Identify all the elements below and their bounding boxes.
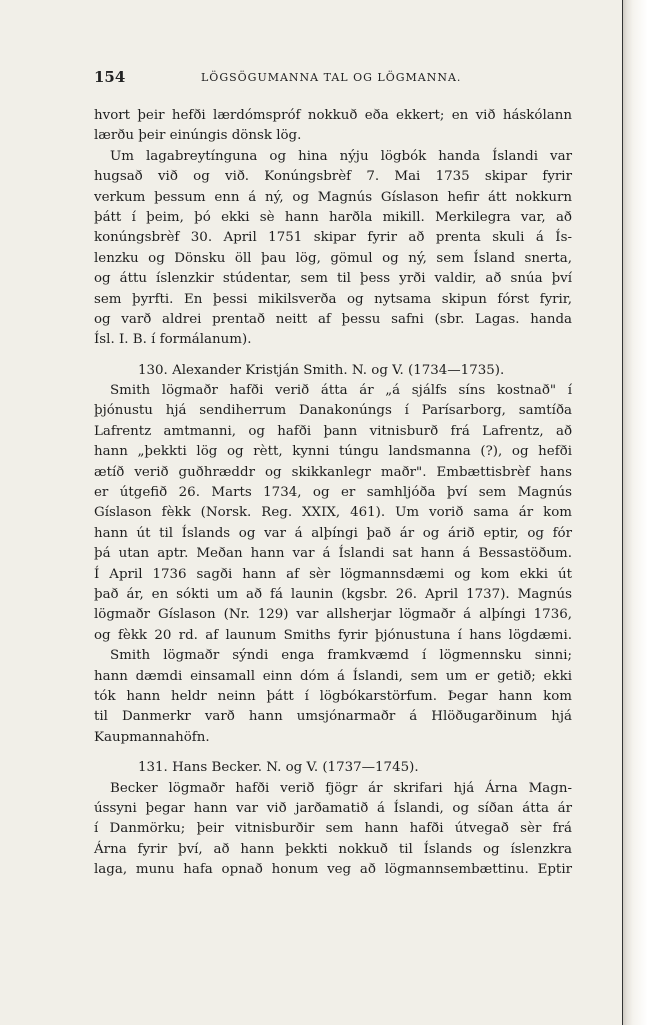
text-line: hann út til Íslands og var á alþíngi það ár og árið eptir, og fór [94,525,572,541]
text-line: konúngsbrèf 30. April 1751 skipar fyrir að prenta skuli á Ís- [94,230,572,246]
text-line: hann dæmdi einsamall einn dóm á Íslandi, sem um er getið; ekki [94,668,572,684]
text-line: Árna fyrir því, að hann þekkti nokkuð til Íslands og íslenzkra [94,841,572,857]
text-line: verkum þessum enn á ný, og Magnús Gíslason hefir átt nokkurn [94,189,572,205]
text-line: tók hann heldr neinn þátt í lögbókarstörfum. Þegar hann kom [94,688,572,704]
text-line: lenzku og Dönsku öll þau lög, gömul og ný, sem Ísland snerta, [94,250,572,266]
text-line: í Danmörku; þeir vitnisburðir sem hann hafði útvegað sèr frá [94,821,572,837]
text-line: og áttu íslenzkir stúdentar, sem til þess yrði valdir, að snúa því [94,271,572,287]
text-line: Gíslason fèkk (Norsk. Reg. XXIX, 461). Um vorið sama ár kom [94,505,572,521]
text-line: það ár, en sókti um að fá launin (kgsbr. 26. April 1737). Magnús [94,586,572,602]
text-line: hugsað við og við. Konúngsbrèf 7. Mai 1735 skipar fyrir [94,169,572,185]
text-line: er útgefið 26. Marts 1734, og er samhljóða því sem Magnús [94,485,572,501]
text-line: Smith lögmaðr sýndi enga framkvæmd í lögmennsku sinni; [110,648,572,664]
page-number: 154 [94,68,126,86]
text-line: þjónustu hjá sendiherrum Danakonúngs í Parísarborg, samtíða [94,403,572,419]
text-line: til Danmerkr varð hann umsjónarmaðr á Hlöðugarðinum hjá [94,709,572,725]
text-line: og varð aldrei prentað neitt af þessu safni (sbr. Lagas. handa [94,311,572,327]
text-line: Becker lögmaðr hafði verið fjögr ár skrifari hjá Árna Magn- [110,780,572,796]
text-line: Um lagabreytínguna og hina nýju lögbók handa Íslandi var [110,148,572,164]
text-line: laga, munu hafa opnað honum veg að lögmannsembættinu. Eptir [94,862,572,878]
text-line: þátt í þeim, þó ekki sè hann harðla mikill. Merkilegra var, að [94,209,572,225]
text-line: Ísl. I. B. í formálanum). [94,332,252,348]
text-line: hvort þeir hefði lærdómspróf nokkuð eða ekkert; en við háskólann [94,108,572,123]
section-heading-130: 130. Alexander Kristján Smith. N. og V. (1734—1735). [138,362,505,378]
running-title: LÖGSÖGUMANNA TAL OG LÖGMANNA. [201,71,462,84]
text-line: Kaupmannahöfn. [94,729,210,745]
text-line: lærðu þeir einúngis dönsk lög. [94,128,302,144]
text-line: ússyni þegar hann var við jarðamatið á Íslandi, og síðan átta ár [94,800,572,816]
text-line: lögmaðr Gíslason (Nr. 129) var allsherjar lögmaðr á alþíngi 1736, [94,607,572,623]
running-head [94,68,566,88]
text-line: þá utan aptr. Meðan hann var á Íslandi sat hann á Bessastöðum. [94,546,572,562]
body-text [94,106,572,880]
text-line: Í April 1736 sagði hann af sèr lögmannsdæmi og kom ekki út [94,566,572,582]
text-line: ætíð verið guðhræddr og skikkanlegr maðr". Embættisbrèf hans [94,464,572,480]
text-line: Smith lögmaðr hafði verið átta ár „á sjálfs síns kostnað" í [110,383,572,399]
text-line: sem þyrfti. En þessi mikilsverða og nytsama skipun fórst fyrir, [94,291,572,307]
text-line: og fèkk 20 rd. af launum Smiths fyrir þjónustuna í hans lögdæmi. [94,627,572,643]
next-page-edge [622,0,647,1025]
text-line: hann „þekkti lög og rètt, kynni túngu landsmanna (?), og hefði [94,444,572,460]
text-line: Lafrentz amtmanni, og hafði þann vitnisburð frá Lafrentz, að [94,423,572,439]
section-heading-131: 131. Hans Becker. N. og V. (1737—1745). [138,760,419,776]
